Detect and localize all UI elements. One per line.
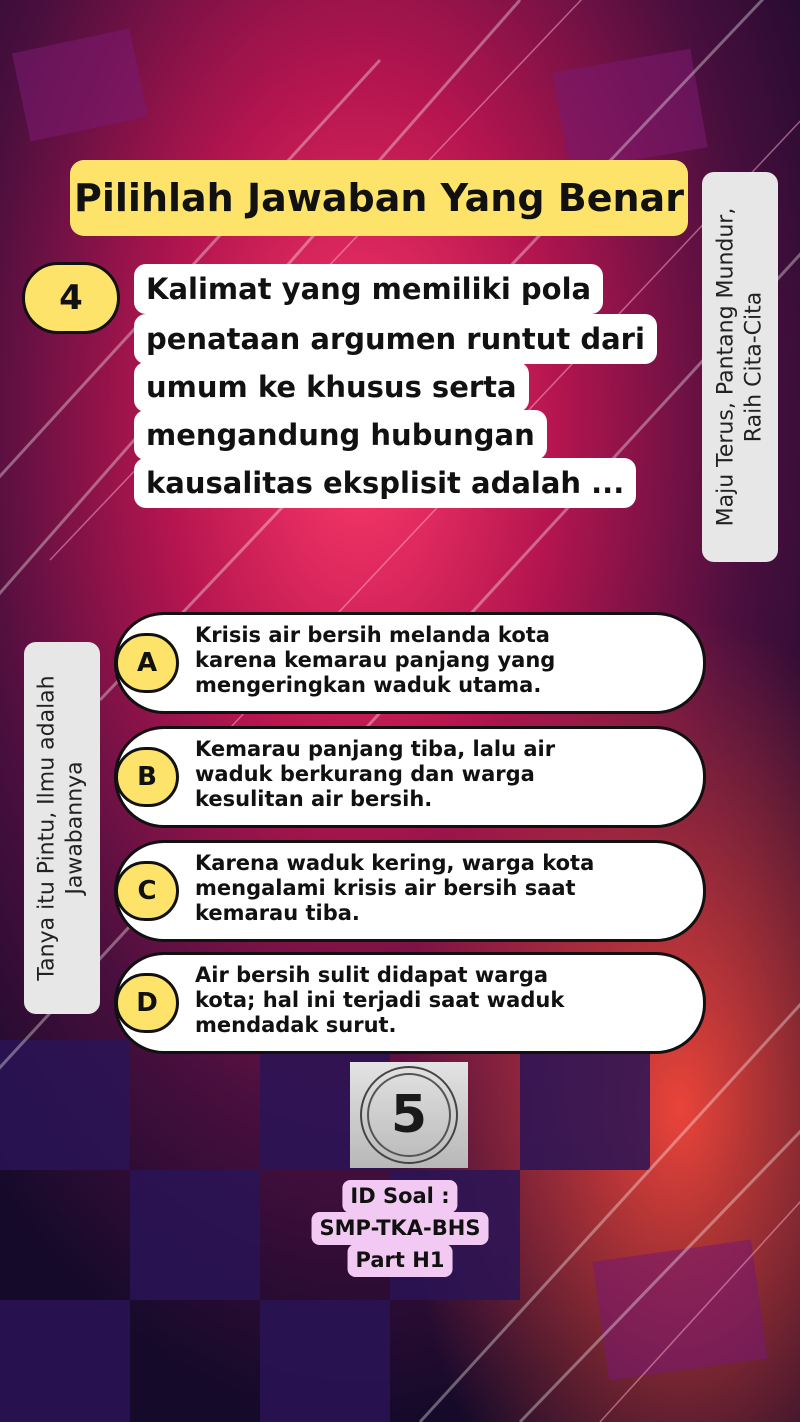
timer-value: 5 [367, 1073, 451, 1157]
question-line: kausalitas eksplisit adalah ... [134, 458, 636, 508]
answer-option-c[interactable] [114, 840, 706, 942]
id-soal-part: Part H1 [348, 1244, 453, 1277]
id-soal-code: SMP-TKA-BHS [312, 1212, 489, 1245]
motto-left-line1: Tanya itu Pintu, Ilmu adalah [35, 675, 60, 981]
option-text-line: Karena waduk kering, warga kota [195, 851, 595, 875]
option-letter: C [115, 861, 179, 921]
question-line: penataan argumen runtut dari [134, 314, 657, 364]
timer-ring-icon [360, 1066, 458, 1164]
motto-right-line1: Maju Terus, Pantang Mundur, [713, 207, 738, 527]
option-text-line: karena kemarau panjang yang [195, 648, 556, 672]
option-text-line: kota; hal ini terjadi saat waduk [195, 988, 565, 1012]
answer-option-b[interactable] [114, 726, 706, 828]
instruction-banner [70, 160, 688, 236]
option-text-line: waduk berkurang dan warga [195, 762, 535, 786]
instruction-title: Pilihlah Jawaban Yang Benar [74, 176, 684, 220]
option-text-line: Air bersih sulit didapat warga [195, 963, 549, 987]
question-line: mengandung hubungan [134, 410, 547, 460]
option-text-line: Kemarau panjang tiba, lalu air [195, 737, 556, 761]
option-letter: A [115, 633, 179, 693]
option-text-line: mendadak surut. [195, 1013, 397, 1037]
option-text-line: kemarau tiba. [195, 901, 360, 925]
option-text [195, 851, 685, 926]
question-number-badge [22, 262, 120, 334]
countdown-timer [350, 1062, 468, 1168]
option-text-line: mengalami krisis air bersih saat [195, 876, 576, 900]
motto-label-left [24, 642, 100, 1014]
question-number: 4 [59, 278, 83, 318]
motto-left-line2: Jawabannya [63, 761, 88, 895]
id-soal-label: ID Soal : [342, 1180, 457, 1213]
answer-option-a[interactable] [114, 612, 706, 714]
answer-option-d[interactable] [114, 952, 706, 1054]
option-text-line: mengeringkan waduk utama. [195, 673, 542, 697]
motto-label-right [702, 172, 778, 562]
motto-right-line2: Raih Cita-Cita [741, 291, 766, 443]
option-text [195, 623, 685, 698]
question-line: Kalimat yang memiliki pola [134, 264, 603, 314]
option-letter: D [115, 973, 179, 1033]
question-line: umum ke khusus serta [134, 362, 529, 412]
option-text-line: Krisis air bersih melanda kota [195, 623, 550, 647]
option-text [195, 737, 685, 812]
option-letter: B [115, 747, 179, 807]
option-text-line: kesulitan air bersih. [195, 787, 433, 811]
option-text [195, 963, 685, 1038]
